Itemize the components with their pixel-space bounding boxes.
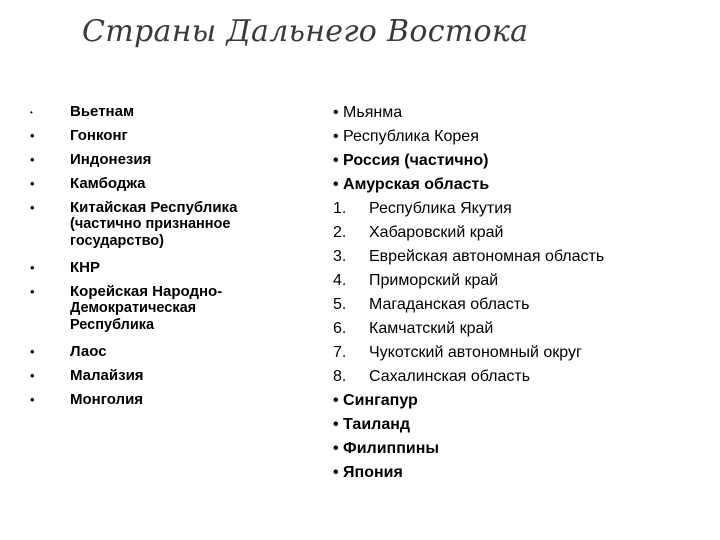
list-number: 1. xyxy=(333,200,347,217)
list-item-text: государство) xyxy=(70,233,164,249)
list-item-text: Чукотский автономный округ xyxy=(369,344,582,361)
list-item xyxy=(30,127,128,144)
list-item-text: Амурская область xyxy=(338,176,490,193)
list-number: 6. xyxy=(333,320,347,337)
list-item-text: Сахалинская область xyxy=(369,368,531,385)
bullet-icon: • xyxy=(30,108,33,117)
bullet-icon: • xyxy=(30,260,35,275)
list-item xyxy=(333,413,713,437)
list-number: 2. xyxy=(333,224,347,241)
bullet-icon: • xyxy=(30,200,35,215)
list-item-text: Индонезия xyxy=(70,151,152,168)
list-number: 7. xyxy=(333,344,347,361)
bullet-icon: • xyxy=(333,152,339,169)
bullet-icon: • xyxy=(30,392,35,407)
list-item-text: Россия (частично) xyxy=(338,152,489,169)
list-item xyxy=(30,151,151,168)
list-item xyxy=(30,103,134,120)
list-item-text: Мьянма xyxy=(338,104,403,121)
bullet-icon: • xyxy=(30,344,35,359)
bullet-icon: • xyxy=(30,368,35,383)
list-item xyxy=(333,245,713,269)
list-item xyxy=(333,197,713,221)
list-item-text: Китайская Республика xyxy=(70,199,238,216)
list-number: 3. xyxy=(333,248,347,265)
list-item-text: Приморский край xyxy=(369,272,499,289)
bullet-icon: • xyxy=(30,284,35,299)
list-item xyxy=(30,343,107,360)
list-item-text: Вьетнам xyxy=(70,103,135,120)
list-item-text: Япония xyxy=(338,464,403,481)
list-item xyxy=(30,175,146,192)
list-item-text: Камчатский край xyxy=(369,320,494,337)
bullet-icon: • xyxy=(30,176,35,191)
list-item-text: Корейская Народно- xyxy=(70,283,223,300)
list-item-text: КНР xyxy=(70,259,100,276)
list-item-text: Хабаровский край xyxy=(369,224,504,241)
list-item xyxy=(333,389,713,413)
bullet-icon: • xyxy=(333,416,339,433)
list-number: 5. xyxy=(333,296,347,313)
list-item xyxy=(30,259,100,276)
bullet-icon: • xyxy=(333,392,339,409)
list-item-text: Монголия xyxy=(70,391,144,408)
list-item-text: Гонконг xyxy=(70,127,128,144)
list-item xyxy=(333,437,713,461)
list-number: 8. xyxy=(333,368,347,385)
list-item-text: Демократическая xyxy=(70,300,197,316)
list-item xyxy=(333,365,713,389)
list-item xyxy=(333,149,713,173)
list-item xyxy=(333,101,713,125)
list-item xyxy=(333,461,713,485)
list-item xyxy=(333,173,713,197)
bullet-icon: • xyxy=(30,152,35,167)
list-number: 4. xyxy=(333,272,347,289)
list-item-text: Республика xyxy=(70,317,155,333)
list-item-text: Сингапур xyxy=(338,392,418,409)
list-item-text: Республика Якутия xyxy=(369,200,512,217)
list-item-text: Республика Корея xyxy=(338,128,479,145)
list-item xyxy=(30,391,143,408)
list-item xyxy=(333,125,713,149)
list-item xyxy=(333,341,713,365)
list-item-text: Таиланд xyxy=(338,416,411,433)
list-item xyxy=(333,221,713,245)
list-item xyxy=(333,269,713,293)
list-item-text: Камбоджа xyxy=(70,175,146,192)
list-item xyxy=(30,199,237,250)
list-item xyxy=(30,367,144,384)
right-country-list xyxy=(333,101,713,485)
bullet-icon: • xyxy=(30,128,35,143)
list-item-text: Лаос xyxy=(70,343,107,360)
list-item-text: Малайзия xyxy=(70,367,144,384)
bullet-icon: • xyxy=(333,128,339,145)
list-item xyxy=(333,317,713,341)
bullet-icon: • xyxy=(333,104,339,121)
list-item-text: Магаданская область xyxy=(369,296,530,313)
bullet-icon: • xyxy=(333,176,339,193)
list-item xyxy=(30,283,222,334)
list-item-text: (частично признанное xyxy=(70,216,231,232)
list-item-text: Еврейская автономная область xyxy=(369,248,605,265)
bullet-icon: • xyxy=(333,440,339,457)
bullet-icon: • xyxy=(333,464,339,481)
list-item xyxy=(333,293,713,317)
list-item-text: Филиппины xyxy=(338,440,440,457)
slide-title: Страны Дальнего Востока xyxy=(82,14,529,49)
